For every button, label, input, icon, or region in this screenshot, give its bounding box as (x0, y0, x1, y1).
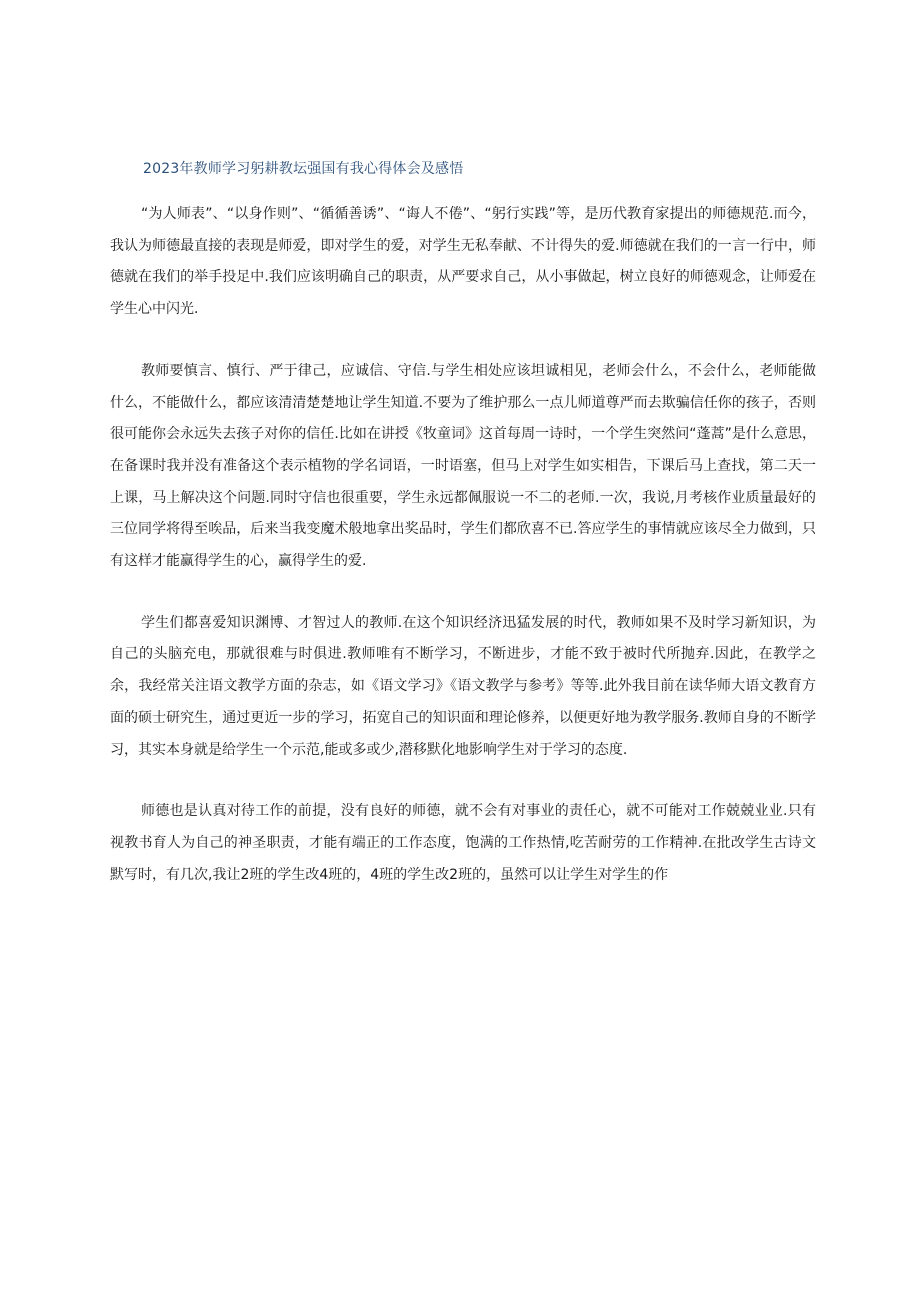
paragraph-3: 学生们都喜爱知识渊博、才智过人的教师.在这个知识经济迅猛发展的时代，教师如果不及时学习新知识，为自己的头脑充电，那就很难与时俱进.教师唯有不断学习，不断进步，才能不致于被时代所抛弃.因此，在教学之余，我经常关注语文教学方面的杂志，如《语文学习》《语文教学与参考》等等.此外我目前在读华师大语文教育方面的硕士研究生，通过更近一步的学习，拓宽自己的知识面和理论修养，以便更好地为教学服务.教师自身的不断学习，其实本身就是给学生一个示范,能或多或少,潜移默化地影响学生对于学习的态度. (110, 614, 816, 758)
paragraph-2: 教师要慎言、慎行、严于律己，应诚信、守信.与学生相处应该坦诚相见，老师会什么，不会什么，老师能做什么，不能做什么，都应该清清楚楚地让学生知道.不要为了维护那么一点儿师道尊严而去欺骗信任你的孩子，否则很可能你会永远失去孩子对你的信任.比如在讲授《牧童词》这首每周一诗时，一个学生突然问“蓬蒿”是什么意思，在备课时我并没有准备这个表示植物的学名词语，一时语塞，但马上对学生如实相告，下课后马上查找，第二天一上课，马上解决这个问题.同时守信也很重要，学生永远都佩服说一不二的老师.一次，我说,月考核作业质量最好的三位同学将得至唉品，后来当我变魔术般地拿出奖品时，学生们都欣喜不已.答应学生的事情就应该尽全力做到，只有这样才能赢得学生的心，赢得学生的爱. (110, 362, 816, 570)
document-title: 2023年教师学习躬耕教坛强国有我心得体会及感悟 (143, 161, 464, 177)
document-body (110, 199, 816, 921)
paragraph-4: 师德也是认真对待工作的前提，没有良好的师德，就不会有对事业的责任心，就不可能对工作兢兢业业.只有视教书育人为自己的神圣职责，才能有端正的工作态度，饱满的工作热情,吃苦耐劳的工作精神.在批改学生古诗文默写时，有几次,我让2班的学生改4班的，4班的学生改2班的，虽然可以让学生对学生的作 (110, 803, 816, 883)
paragraph-1: “为人师表”、“以身作则”、“循循善诱”、“诲人不倦”、“躬行实践”等，是历代教育家提出的师德规范.而今，我认为师德最直接的表现是师爱，即对学生的爱，对学生无私奉献、不计得失的爱.师德就在我们的一言一行中，师德就在我们的举手投足中.我们应该明确自己的职责，从严要求自己，从小事做起，树立良好的师德观念，让师爱在学生心中闪光. (110, 206, 816, 318)
